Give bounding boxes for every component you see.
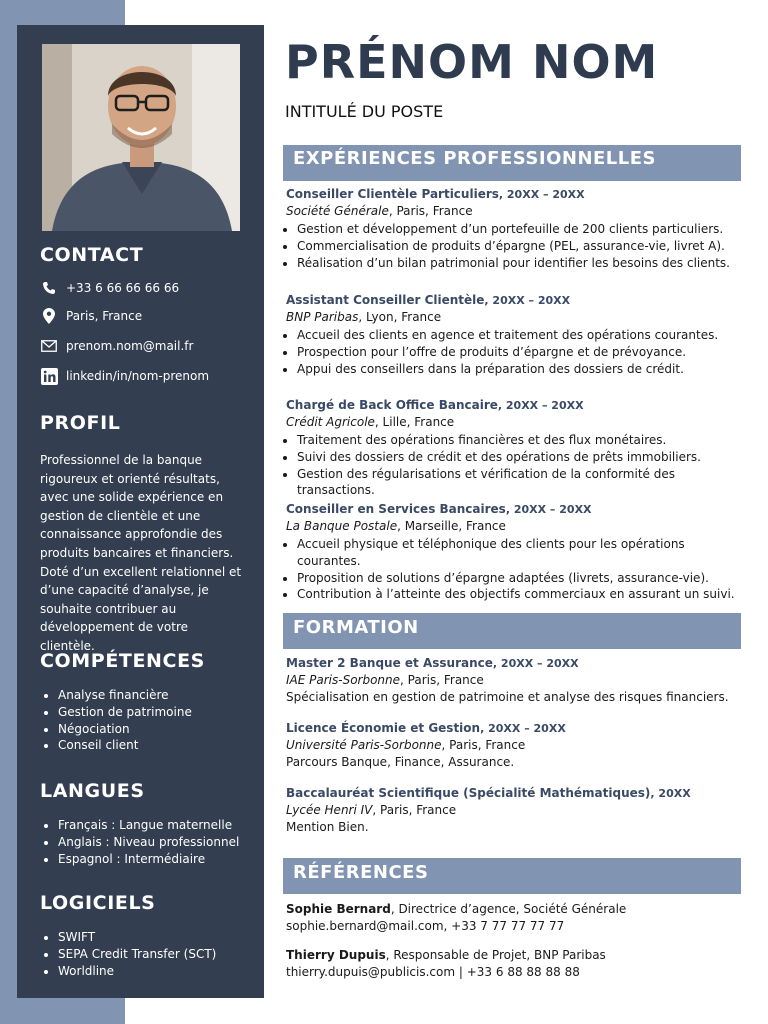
location-pin-icon [40,307,58,325]
education-location: , Paris, France [441,738,526,752]
software-item: • Worldline [58,963,216,980]
experience-bullets [286,327,741,377]
education-location: , Paris, France [372,803,457,817]
contact-location [40,307,142,325]
experience-dates: , 20XX – 20XX [498,188,585,201]
education-school: IAE Paris-Sorbonne [286,673,401,687]
experience-role: Conseiller Clientèle Particuliers [286,187,499,201]
contact-title: CONTACT [40,244,144,266]
contact-linkedin-text: linkedin/in/nom-prenom [66,369,210,383]
skill-item: • Conseil client [58,737,192,754]
languages-title: LANGUES [40,780,145,802]
reference-contact: thierry.dupuis@publicis.com | +33 6 88 88 88 88 [286,964,580,979]
experience-bullet: • Contribution à l’atteinte des objectifs commerciaux en assurant un suivi. [297,586,741,603]
languages-list [40,817,239,867]
linkedin-icon [40,367,58,385]
experience-location: , Marseille, France [397,519,506,533]
education-detail: Spécialisation en gestion de patrimoine et analyse des risques financiers. [286,690,729,704]
experience-location: , Lyon, France [358,310,442,324]
education-degree: Licence Économie et Gestion [286,721,481,735]
experience-bullet: • Réalisation d’un bilan patrimonial pour identifier les besoins des clients. [297,255,741,272]
candidate-name: PRÉNOM NOM [285,35,659,89]
experience-bullets [286,221,741,271]
experience-bullet: • Traitement des opérations financières et des flux monétaires. [297,432,741,449]
experience-entry [286,397,741,499]
experience-company: BNP Paribas [286,310,359,324]
job-title: INTITULÉ DU POSTE [285,102,444,121]
experience-bullet: • Suivi des dossiers de crédit et des opérations de prêts immobiliers. [297,449,741,466]
software-item: • SWIFT [58,929,216,946]
experience-role: Chargé de Back Office Bancaire [286,398,498,412]
reference-name: Thierry Dupuis [286,948,386,962]
experience-company: La Banque Postale [286,519,398,533]
experience-company: Crédit Agricole [286,415,375,429]
sidebar [17,25,264,998]
experience-title: EXPÉRIENCES PROFESSIONNELLES [293,148,657,169]
profile-photo [42,44,240,231]
education-location: , Paris, France [400,673,484,687]
experience-bullet: • Accueil physique et téléphonique des clients pour les opérations courantes. [297,536,741,570]
skills-list [40,687,192,754]
experience-role: Conseiller en Services Bancaires [286,502,506,516]
reference-role: , Responsable de Projet, BNP Paribas [385,948,606,962]
experience-bullets [286,536,741,603]
education-detail: Mention Bien. [286,820,369,834]
experience-bullet: • Commercialisation de produits d’épargne (PEL, assurance-vie, livret A). [297,238,741,255]
education-entry [286,720,741,771]
experience-dates: , 20XX – 20XX [497,399,584,412]
software-title: LOGICIELS [40,892,156,914]
skills-title: COMPÉTENCES [40,650,205,672]
education-degree: Baccalauréat Scientifique (Spécialité Mathématiques) [286,786,651,800]
experience-bullet: • Appui des conseillers dans la préparation des dossiers de crédit. [297,361,741,378]
reference-role: , Directrice d’agence, Société Générale [390,902,627,916]
skill-item: • Négociation [58,721,192,738]
education-entry [286,655,741,706]
phone-icon [40,279,58,297]
experience-dates: , 20XX – 20XX [484,294,571,307]
education-degree: Master 2 Banque et Assurance [286,656,493,670]
reference-name: Sophie Bernard [286,902,391,916]
portrait-illustration [42,44,240,231]
software-list [40,929,216,979]
contact-phone-text: +33 6 66 66 66 66 [66,281,180,295]
experience-company: Société Générale [286,204,389,218]
education-dates: , 20XX – 20XX [492,657,579,670]
education-detail: Parcours Banque, Finance, Assurance. [286,755,515,769]
language-item: • Français : Langue maternelle [58,817,239,834]
skill-item: • Analyse financière [58,687,192,704]
experience-bullet: • Gestion des régularisations et vérification de la conformité des transactions. [297,466,741,500]
experience-location: , Lille, France [374,415,455,429]
experience-entry [286,501,741,603]
language-item: • Anglais : Niveau professionnel [58,834,239,851]
contact-location-text: Paris, France [66,309,143,323]
experience-entry [286,292,741,377]
references-section-header [283,858,741,894]
experience-role: Assistant Conseiller Clientèle [286,293,485,307]
experience-bullet: • Prospection pour l’offre de produits d’épargne et de prévoyance. [297,344,741,361]
experience-location: , Paris, France [388,204,473,218]
experience-dates: , 20XX – 20XX [505,503,592,516]
education-school: Université Paris-Sorbonne [286,738,442,752]
experience-entry [286,186,741,271]
contact-phone [40,279,179,297]
reference-entry [286,901,741,934]
education-title: FORMATION [293,617,419,638]
references-title: RÉFÉRENCES [293,862,429,883]
experience-bullet: • Accueil des clients en agence et traitement des opérations courantes. [297,327,741,344]
language-item: • Espagnol : Intermédiaire [58,851,239,868]
profile-summary: Professionnel de la banque rigoureux et orienté résultats, avec une solide expérience en gestion de clientèle et une connaissance approfondie des produits bancaires et financiers. Doté d’un excellent relationnel et d’une capacité d’analyse, je souhaite contribuer au développement de votre clientèle. [40,453,242,653]
contact-email [40,337,193,355]
experience-bullets [286,432,741,499]
experience-bullet: • Gestion et développement d’un portefeuille de 200 clients particuliers. [297,221,741,238]
education-entry [286,785,741,836]
experience-section-header [283,145,741,181]
experience-bullet: • Proposition de solutions d’épargne adaptées (livrets, assurance-vie). [297,570,741,587]
reference-entry [286,947,741,980]
contact-linkedin [40,367,209,385]
reference-contact: sophie.bernard@mail.com, +33 7 77 77 77 77 [286,918,565,933]
education-dates: , 20XX [650,787,691,800]
education-dates: , 20XX – 20XX [480,722,566,735]
software-item: • SEPA Credit Transfer (SCT) [58,946,216,963]
profile-title: PROFIL [40,412,121,434]
education-school: Lycée Henri IV [286,803,373,817]
education-section-header [283,613,741,649]
contact-email-text: prenom.nom@mail.fr [66,339,194,353]
mail-icon [40,337,58,355]
skill-item: • Gestion de patrimoine [58,704,192,721]
